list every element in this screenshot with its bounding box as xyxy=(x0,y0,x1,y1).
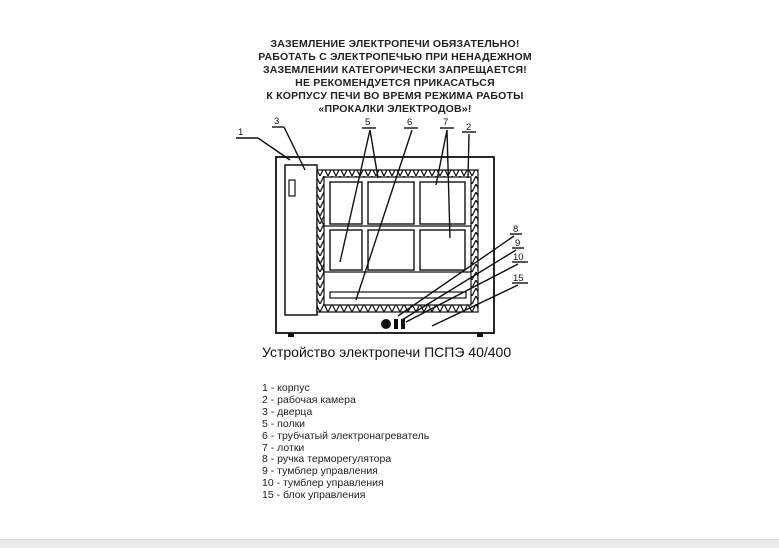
label-10: 10 xyxy=(513,252,524,263)
legend-item: 5 - полки xyxy=(262,417,306,430)
control-block xyxy=(381,319,405,329)
warning-line: К КОРПУСУ ПЕЧИ ВО ВРЕМЯ РЕЖИМА РАБОТЫ xyxy=(266,90,524,102)
warning-line: ЗАЗЕМЛЕНИЕ ЭЛЕКТРОПЕЧИ ОБЯЗАТЕЛЬНО! xyxy=(270,38,520,50)
legend-item: 6 - трубчатый электронагреватель xyxy=(262,429,430,442)
label-9: 9 xyxy=(515,238,521,249)
label-2: 2 xyxy=(466,122,472,133)
label-1: 1 xyxy=(238,127,244,138)
legend-item: 1 - корпус xyxy=(262,382,310,394)
legend-item: 10 - тумблер управления xyxy=(262,477,384,490)
tray xyxy=(368,182,414,224)
label-5: 5 xyxy=(365,117,371,128)
legend-list xyxy=(262,383,429,502)
label-3: 3 xyxy=(274,116,280,127)
warning-line: «ПРОКАЛКИ ЭЛЕКТРОДОВ»! xyxy=(318,103,472,115)
label-8: 8 xyxy=(513,224,519,235)
label-6: 6 xyxy=(407,117,413,128)
control-toggle-9 xyxy=(394,319,398,329)
chamber-insulation xyxy=(317,170,478,312)
legend-item: 2 - рабочая камера xyxy=(262,393,356,406)
tray xyxy=(368,230,414,270)
legend-item: 3 - дверца xyxy=(262,405,313,418)
shelves xyxy=(317,210,471,272)
warning-line: РАБОТАТЬ С ЭЛЕКТРОПЕЧЬЮ ПРИ НЕНАДЕЖНОМ xyxy=(258,51,532,63)
control-toggle-10 xyxy=(401,319,405,329)
warning-line: НЕ РЕКОМЕНДУЕТСЯ ПРИКАСАТЬСЯ xyxy=(295,77,495,89)
legend-item: 8 - ручка терморегулятора xyxy=(262,453,392,466)
legend-item: 15 - блок управления xyxy=(262,489,366,502)
thermostat-knob xyxy=(381,319,391,329)
legend-item: 9 - тумблер управления xyxy=(262,465,378,478)
furnace-foot-left xyxy=(288,333,294,337)
warning-line: ЗАЗЕМЛЕНИИ КАТЕГОРИЧЕСКИ ЗАПРЕЩАЕТСЯ! xyxy=(262,64,527,76)
tray xyxy=(420,182,465,224)
label-7: 7 xyxy=(443,117,449,128)
bottom-strip xyxy=(0,539,779,548)
furnace-door xyxy=(285,165,317,315)
furnace-foot-right xyxy=(477,333,483,337)
label-15: 15 xyxy=(513,273,524,284)
legend-item: 7 - лотки xyxy=(262,441,305,454)
tray xyxy=(420,230,465,270)
diagram-caption: Устройство электропечи ПСПЭ 40/400 xyxy=(262,344,512,360)
